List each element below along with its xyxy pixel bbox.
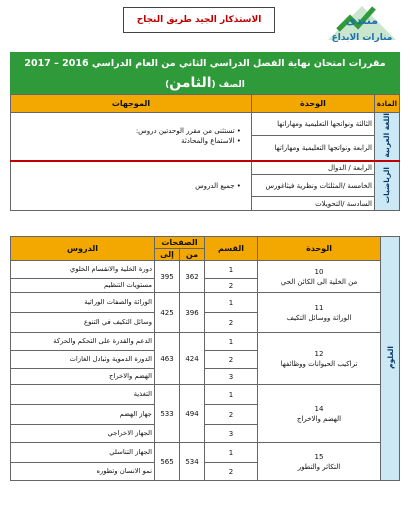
part: 1 [205, 333, 258, 351]
lesson: نمو الانسان وتطوره [11, 463, 155, 481]
science-unit-15: 15 التكاثر والتطور [258, 443, 381, 481]
lesson: الهضم والاخراج [11, 369, 155, 385]
header-to: إلى [155, 249, 180, 261]
page-to: 565 [155, 443, 180, 481]
grade-prefix: الصف ( [211, 80, 245, 90]
header-lessons: الدروس [11, 237, 155, 261]
math-unit-1: الرابعة / الدوال [251, 161, 374, 175]
top-banner: الاستذكار الجيد طريق النجاح [123, 7, 275, 33]
lesson: وسائل التكيف في التنوع [11, 313, 155, 333]
header-unit: الوحدة [251, 95, 374, 113]
part: 1 [205, 293, 258, 313]
page-to: 533 [155, 385, 180, 443]
lesson: الجهاز الاخراجي [11, 425, 155, 443]
science-unit-14: 14 الهضم والاخراج [258, 385, 381, 443]
part: 3 [205, 425, 258, 443]
lesson: الجهاز التناسلي [11, 443, 155, 463]
lesson: جهاز الهضم [11, 405, 155, 425]
subject-arabic: اللغة العربية [374, 113, 399, 161]
part: 2 [205, 313, 258, 333]
arabic-unit-2: الرابعة ونواتجها التعليمية ومهاراتها [251, 135, 374, 160]
part: 3 [205, 369, 258, 385]
page-from: 494 [180, 385, 205, 443]
page-from: 534 [180, 443, 205, 481]
math-unit-2: الخامسة /المثلثات ونظرية فيثاغورس [251, 175, 374, 197]
lesson: مستويات التنظيم [11, 279, 155, 293]
lesson: الدورة الدموية وتبادل الغازات [11, 351, 155, 369]
science-unit-10: 10 من الخلية الى الكائن الحي [258, 261, 381, 293]
title-box [10, 52, 400, 94]
arabic-notes [11, 113, 252, 161]
math-unit-3: السادسة /التحويلات [251, 197, 374, 211]
part: 2 [205, 405, 258, 425]
header-pages: الصفحات [155, 237, 205, 249]
lesson: دورة الخلية والانقسام الخلوي [11, 261, 155, 279]
arabic-note-1: • تستثنى من مقرر الوحدتين دروس: [135, 127, 241, 136]
part: 1 [205, 385, 258, 405]
header-from: من [180, 249, 205, 261]
arabic-note-2: • الاستماع والمحادثة [181, 137, 241, 146]
lesson: التغذية [11, 385, 155, 405]
page-to: 463 [155, 333, 180, 385]
page-from: 396 [180, 293, 205, 333]
subject-science: العلوم [381, 237, 400, 481]
table-science [10, 236, 400, 481]
grade-value: الثامن [169, 75, 212, 91]
science-unit-11: 11 الوراثة ووسائل التكيف [258, 293, 381, 333]
page-to: 395 [155, 261, 180, 293]
header-subject: المادة [374, 95, 399, 113]
subject-math: الرياضيات [374, 161, 399, 211]
title-line1: مقررات امتحان نهاية الفصل الدراسي الثاني من العام الدراسي 2016 – 2017 [24, 58, 386, 69]
grade-line [10, 75, 400, 91]
page-to: 425 [155, 293, 180, 333]
arabic-unit-1: الثالثة ونواتجها التعليمية ومهاراتها [251, 113, 374, 136]
grade-suffix: ) [165, 80, 170, 90]
math-notes [11, 161, 252, 211]
part: 2 [205, 463, 258, 481]
science-unit-12: 12 تراكيب الحيوانات ووظائفها [258, 333, 381, 385]
part: 2 [205, 279, 258, 293]
svg-text:منتدى: منتدى [345, 14, 379, 27]
table-languages-math [10, 94, 400, 211]
part: 1 [205, 261, 258, 279]
page-from: 362 [180, 261, 205, 293]
lesson: الوراثة والصفات الوراثية [11, 293, 155, 313]
math-note-1: • جميع الدروس [195, 181, 241, 190]
part: 1 [205, 443, 258, 463]
header-notes: الموجهات [11, 95, 252, 113]
lesson: الدعم والقدرة على التحكم والحركة [11, 333, 155, 351]
part: 2 [205, 351, 258, 369]
page-from: 424 [180, 333, 205, 385]
logo [318, 0, 406, 48]
header-section: القسم [205, 237, 258, 261]
svg-text:منارات الابداع: منارات الابداع [331, 33, 393, 43]
header-unit-2: الوحدة [258, 237, 381, 261]
